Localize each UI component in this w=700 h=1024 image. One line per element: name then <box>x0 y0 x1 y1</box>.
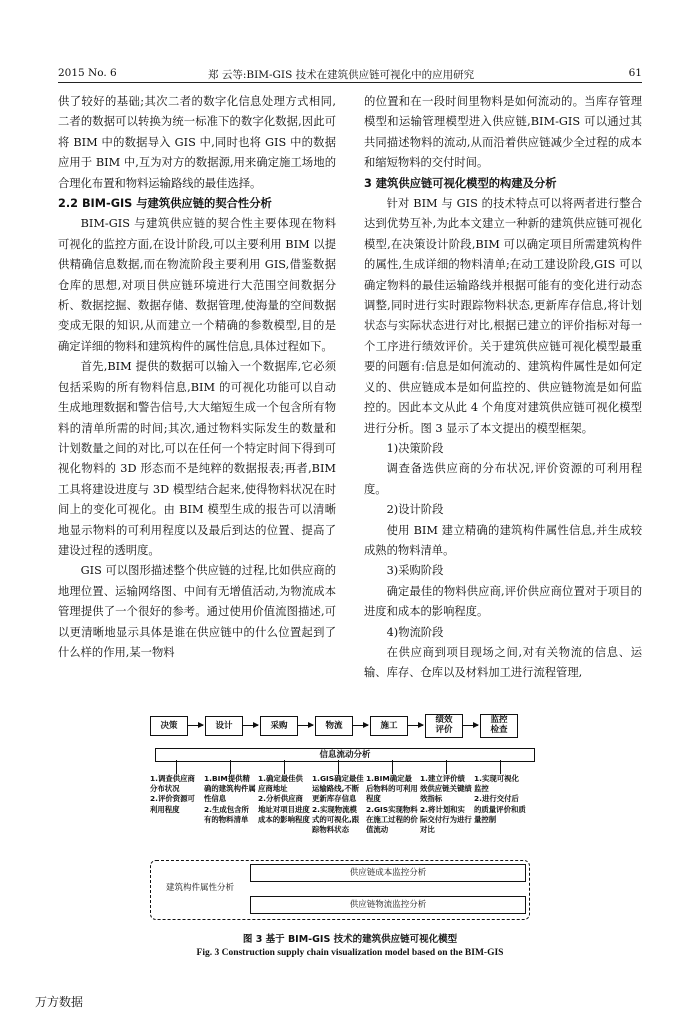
cell-logistics: 1.GIS确定最佳运输路线,不断更新库存信息 2.实现物流模式的可视化,跟踪物料状态 <box>312 774 364 835</box>
subheading: 4)物流阶段 <box>386 625 444 639</box>
subheading: 1)决策阶段 <box>386 441 444 455</box>
paragraph: 供了较好的基础;其次二者的数字化信息处理方式相同,二者的数据可以转换为统一标准下的数字化数据,因此可将 BIM 中的数据导入 GIS 中,同时也将 GIS 中的数据应用于 BIM 中,互为对方的数据源,用来确定施工场地的合理化布置和物料运输路线的最佳选择。 <box>58 95 336 190</box>
arrow <box>462 725 478 726</box>
arrow <box>352 725 368 726</box>
paragraph: 确定最佳的物料供应商,评价供应商位置对于项目的进度和成本的影响程度。 <box>364 584 642 619</box>
arrow <box>297 725 313 726</box>
figure-caption-en: Fig. 3 Construction supply chain visualization model based on the BIM-GIS <box>196 948 504 958</box>
stage-procurement: 采购 <box>260 716 298 736</box>
connector <box>230 760 231 774</box>
info-flow-analysis: 信息流动分析 <box>155 748 535 762</box>
paragraph: 调查备选供应商的分布状况,评价资源的可利用程度。 <box>364 462 642 496</box>
connector <box>284 760 285 774</box>
cell-evaluation: 1.建立评价绩效供应链关键绩效指标 2.将计划和实际交付行为进行对比 <box>420 774 472 835</box>
running-header <box>58 66 642 83</box>
watermark: 万方数据 <box>35 995 84 1009</box>
stage-monitoring-inspection: 监控 检查 <box>480 714 518 738</box>
running-title: 郑 云等:BIM-GIS 技术在建筑供应链可视化中的应用研究 <box>208 69 475 81</box>
arrow <box>407 725 423 726</box>
paragraph: 的位置和在一段时间里物料是如何流动的。当库存管理模型和运输管理模型进入供应链,BIM-GIS 可以通过其共同描述物料的流动,从而沿着供应链减少全过程的成本和缩短物料的交付时间。 <box>364 95 642 170</box>
cell-design: 1.BIM提供精确的建筑构件属性信息 2.生成包含所有的物料清单 <box>204 774 256 824</box>
left-column <box>58 92 336 663</box>
stage-decision: 决策 <box>150 716 188 736</box>
stage-design: 设计 <box>205 716 243 736</box>
connector <box>176 760 177 774</box>
arrow <box>242 725 258 726</box>
figure-3-diagram <box>150 712 550 927</box>
paragraph: 首先,BIM 提供的数据可以输入一个数据库,它必须包括采购的所有物料信息,BIM 的可视化功能可以自动生成地理数据和警告信号,大大缩短生成一个包含所有物料的清单所需的时间;其次,通过物料实际发生的数量和计划数量之间的对比,可以在任何一个特定时间下得到可视化物料的 3D 形态而不是纯粹的数据报表;再者,BIM 工具将建设进度与 3D 模型结合起来,使得物料状况在时间上的变化可视化。由 BIM 模型生成的报告可以清晰地显示物料的可利用程度以及最后到达的位置、提高了建设过程的透明度。 <box>58 360 336 557</box>
cell-decision: 1.调查供应商分布状况 2.评价资源可利用程度 <box>150 774 195 814</box>
stage-logistics: 物流 <box>315 716 353 736</box>
logistics-monitoring-analysis: 供应链物流监控分析 <box>250 896 526 914</box>
figure-caption-cn: 图 3 基于 BIM-GIS 技术的建筑供应链可视化模型 <box>242 934 458 945</box>
page-number: 61 <box>628 67 642 79</box>
stage-performance-evaluation: 绩效 评价 <box>425 714 463 738</box>
paragraph: GIS 可以图形描述整个供应链的过程,比如供应商的地理位置、运输网络图、中间有无增值活动,为物流成本管理提供了一个很好的参考。通过使用价值流图描述,可以更清晰地显示具体是谁在供应链中的什么位置起到了什么样的作用,某一物料 <box>58 564 336 659</box>
section-heading: 3 建筑供应链可视化模型的构建及分析 <box>364 176 557 190</box>
component-attribute-analysis: 建筑构件属性分析 <box>154 877 246 899</box>
connector <box>338 760 339 774</box>
connector <box>500 760 501 774</box>
connector <box>446 760 447 774</box>
connector <box>392 760 393 774</box>
cell-monitoring: 1.实现可视化监控 2.进行交付后的质量评价和质量控制 <box>474 774 526 824</box>
stage-construction: 施工 <box>370 716 408 736</box>
right-column <box>364 92 642 684</box>
paragraph: BIM-GIS 与建筑供应链的契合性主要体现在物料可视化的监控方面,在设计阶段,可以主要利用 BIM 以提供精确信息数据,而在物流阶段主要利用 GIS,借鉴数据仓库的思想,对项目供应链环境进行大范围空间数据分析、数据挖掘、数据存储、数据管理,使海量的空间数据变成无限的知识,从而建立一个精确的参数模型,目的是确定详细的物料和建筑构件的属性信息,具体过程如下。 <box>58 217 336 353</box>
cell-procurement: 1.确定最佳供应商地址 2.分析供应商地址对项目进度成本的影响程度 <box>258 774 310 824</box>
paragraph: 使用 BIM 建立精确的建筑构件属性信息,并生成较成熟的物料清单。 <box>364 523 642 557</box>
cost-monitoring-analysis: 供应链成本监控分析 <box>250 864 526 882</box>
subheading: 2)设计阶段 <box>386 503 444 517</box>
subheading: 3)采购阶段 <box>386 564 444 578</box>
cell-construction: 1.BIM确定最后物料的可利用程度 2.GIS实现物料在施工过程的价值流动 <box>366 774 418 835</box>
paragraph: 在供应商到项目现场之间,对有关物流的信息、运输、库存、仓库以及材料加工进行流程管理, <box>364 645 642 680</box>
section-heading: 2.2 BIM-GIS 与建筑供应链的契合性分析 <box>58 197 272 211</box>
arrow <box>187 725 203 726</box>
journal-issue: 2015 No. 6 <box>58 67 117 79</box>
paragraph: 针对 BIM 与 GIS 的技术特点可以将两者进行整合达到优势互补,为此本文建立一种新的建筑供应链可视化模型,在决策设计阶段,BIM 可以确定项目所需建筑构件的属性,生成详细的物料清单;在动工建设阶段,GIS 可以确定物料的最佳运输路线并根据可能有的变化进行动态调整,同时进行实时跟踪物料状态,更新库存信息,将计划状态与实际状态进行对比,根据已建立的评价指标对每一个工序进行绩效评价。关于建筑供应链可视化模型最重要的问题有:信息是如何流动的、建筑构件属性是如何定义的、供应链成本是如何监控的、供应链物流是如何监控的。因此本文从此 4 个角度对建筑供应链可视化模型进行分析。图 3 显示了本文提出的模型框架。 <box>364 197 642 435</box>
